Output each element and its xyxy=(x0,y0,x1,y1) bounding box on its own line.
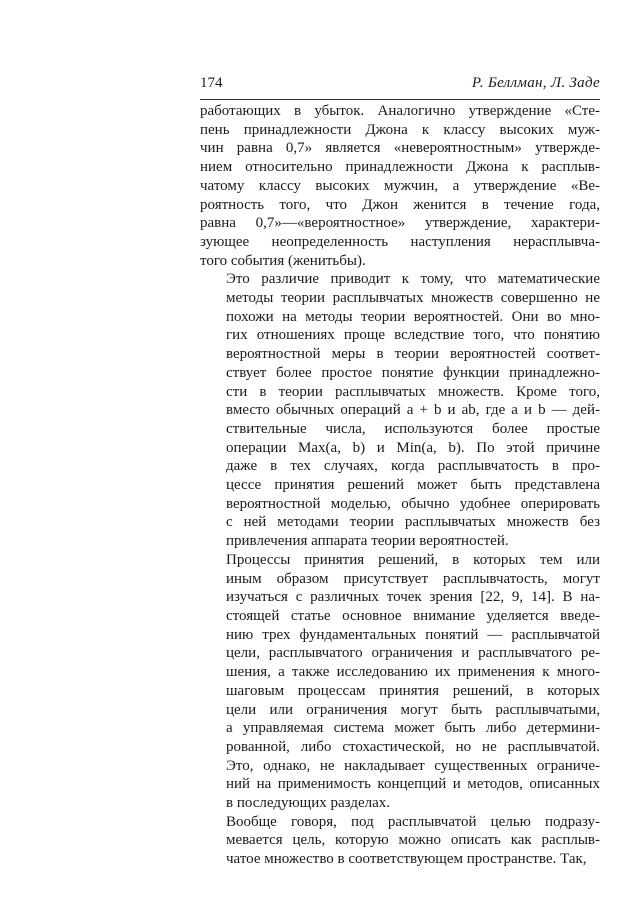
text-line: изучаться с различных точек зрения [22, 9, 14]. В на- xyxy=(226,589,600,606)
text-line: шения, а также исследованию их применения к много- xyxy=(226,664,600,681)
text-line: Это различие приводит к тому, что математические xyxy=(226,271,600,288)
text-line: нием относительно принадлежности Джона к расплыв- xyxy=(200,159,600,176)
text-line: ствует более простое понятие функции принадлежно- xyxy=(226,364,600,381)
text-line: вероятностной меры в теории вероятностей соответ- xyxy=(226,346,600,363)
text-line: операции Max(a, b) и Min(a, b). По этой причине xyxy=(226,439,600,456)
text-line: того события (женитьбы). xyxy=(200,252,366,269)
text-line: пень принадлежности Джона к классу высоких муж- xyxy=(200,121,600,138)
text-line: иным образом присутствует расплывчатость, могут xyxy=(226,570,600,587)
paragraph xyxy=(200,813,600,869)
paragraph xyxy=(200,551,600,813)
text-line: гих отношениях проще вследствие того, что понятию xyxy=(226,327,600,344)
text-line: цели, расплывчатого ограничения и расплывчатого ре- xyxy=(226,645,600,662)
text-line: чатое множество в соответствующем пространстве. Так, xyxy=(226,851,587,868)
text-line: роятность того, что Джон женится в течение года, xyxy=(200,196,600,213)
text-line: чин равна 0,7» является «невероятностным» утвержде- xyxy=(200,140,600,157)
text-line: ствительные числа, используются более простые xyxy=(226,420,600,437)
header-rule xyxy=(200,99,600,100)
text-line: сти в теории расплывчатых множеств. Кроме того, xyxy=(226,383,600,400)
body-text xyxy=(200,102,600,869)
text-line: похожи на методы теории вероятностей. Они во мно- xyxy=(226,308,600,325)
text-line: в последующих разделах. xyxy=(226,795,390,812)
text-line: привлечения аппарата теории вероятностей. xyxy=(226,533,509,550)
paragraph xyxy=(200,102,600,270)
text-line: Процессы принятия решений, в которых тем или xyxy=(226,551,600,568)
text-line: ний на применимость концепций и методов, описанных xyxy=(226,776,600,793)
text-line: чатому классу высоких мужчин, а утверждение «Ве- xyxy=(200,177,600,194)
text-line: нию трех фундаментальных понятий — расплывчатой xyxy=(226,626,600,643)
text-line: вероятностной моделью, обычно удобнее оперировать xyxy=(226,495,600,512)
running-head xyxy=(200,68,600,98)
text-line: а управляемая система может быть либо детермини- xyxy=(226,720,600,737)
text-line: мевается цель, которую можно описать как расплыв- xyxy=(226,832,600,849)
text-line: стоящей статье основное внимание уделяется введе- xyxy=(226,607,600,624)
text-line: шаговым процессам принятия решений, в которых xyxy=(226,682,600,699)
text-line: даже в тех случаях, когда расплывчатость в про- xyxy=(226,458,600,475)
page-number: 174 xyxy=(200,75,223,91)
book-page xyxy=(200,68,600,869)
text-line: цессе принятия решений может быть представлена xyxy=(226,477,600,494)
paragraph xyxy=(200,270,600,551)
text-line: Вообще говоря, под расплывчатой целью подразу- xyxy=(226,813,600,830)
text-line: Это, однако, не накладывает существенных ограниче- xyxy=(226,757,600,774)
running-title: Р. Беллман, Л. Заде xyxy=(471,75,600,91)
text-line: методы теории расплывчатых множеств совершенно не xyxy=(226,290,600,307)
text-line: с ней методами теории расплывчатых множеств без xyxy=(226,514,600,531)
text-line: вместо обычных операций a + b и ab, где a и b — дей- xyxy=(226,402,600,419)
text-line: работающих в убыток. Аналогично утверждение «Сте- xyxy=(200,103,600,119)
text-line: цели или ограничения могут быть расплывчатыми, xyxy=(226,701,600,718)
text-line: зующее неопределенность наступления нерасплывча- xyxy=(200,233,600,250)
text-line: рованной, либо стохастической, но не расплывчатой. xyxy=(226,738,600,755)
text-line: равна 0,7»—«вероятностное» утверждение, характери- xyxy=(200,215,600,232)
